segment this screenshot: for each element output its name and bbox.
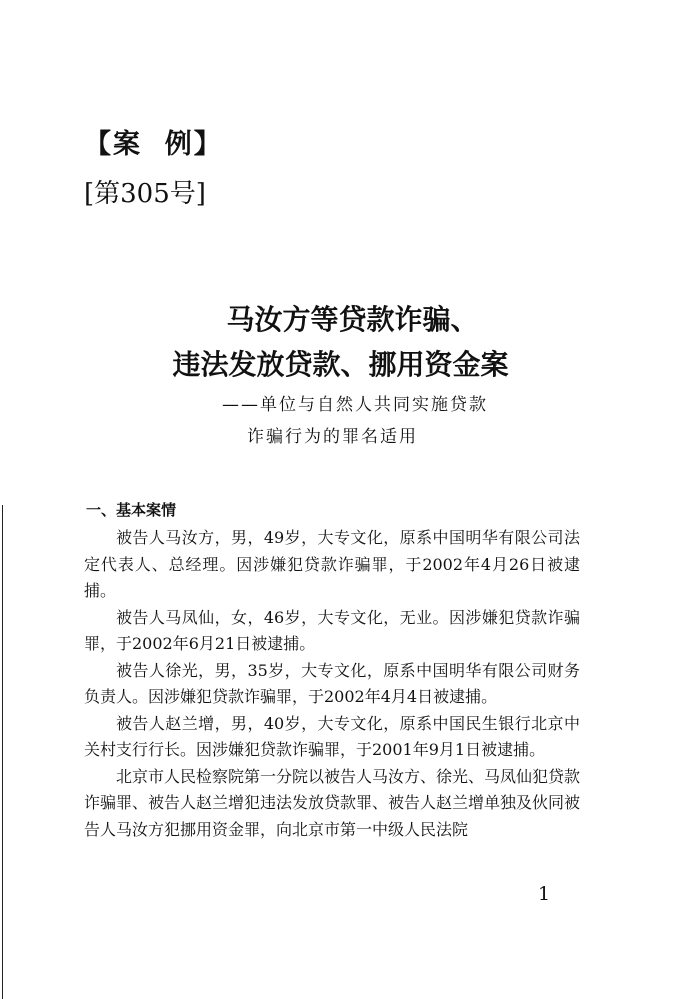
paragraph: 被告人赵兰增，男，40岁，大专文化，原系中国民生银行北京中关村支行行长。因涉嫌犯贷款诈骗罪，于2001年9月1日被逮捕。 (84, 713, 580, 759)
case-label: 【案 例】 (84, 129, 223, 160)
left-margin-rule (2, 505, 3, 999)
body-text (84, 525, 580, 843)
subtitle-line-1: ——单位与自然人共同实施贷款 (222, 395, 488, 415)
case-number: [第305号] (84, 179, 206, 209)
title-line-1: 马汝方等贷款诈骗、 (226, 303, 479, 336)
paragraph: 被告人徐光，男，35岁，大专文化，原系中国明华有限公司财务负责人。因涉嫌犯贷款诈骗罪，于2002年4月4日被逮捕。 (84, 660, 580, 706)
title-line-2: 违法发放贷款、挪用资金案 (172, 348, 509, 381)
paragraph: 北京市人民检察院第一分院以被告人马汝方、徐光、马凤仙犯贷款诈骗罪、被告人赵兰增犯违法发放贷款罪、被告人赵兰增单独及伙同被告人马汝方犯挪用资金罪，向北京市第一中级人民法院 (84, 766, 581, 839)
paragraph: 被告人马凤仙，女，46岁，大专文化，无业。因涉嫌犯贷款诈骗罪，于2002年6月21日被逮捕。 (84, 607, 580, 653)
section-heading: 一、基本案情 (86, 501, 177, 519)
paragraph: 被告人马汝方，男，49岁，大专文化，原系中国明华有限公司法定代表人、总经理。因涉嫌犯贷款诈骗罪，于2002年4月26日被逮捕。 (84, 528, 580, 600)
subtitle-line-2: 诈骗行为的罪名适用 (247, 427, 418, 447)
page-number: 1 (538, 883, 551, 905)
